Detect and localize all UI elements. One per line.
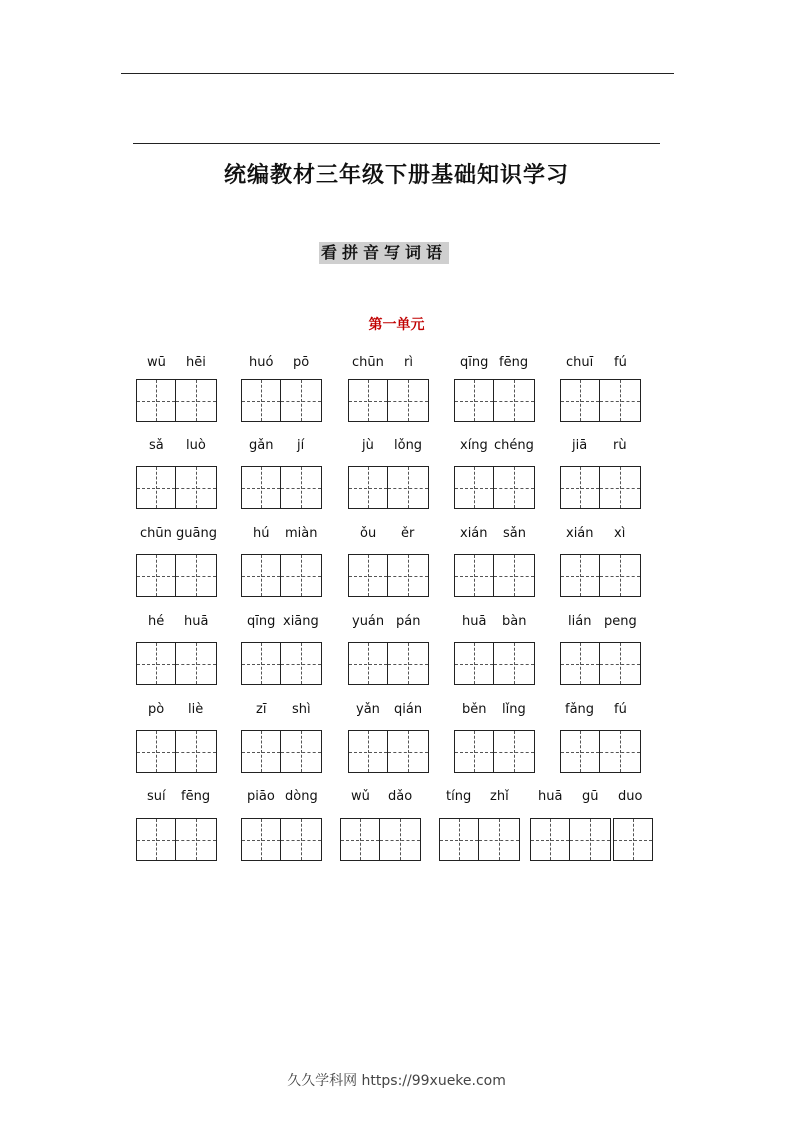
writing-box[interactable] (600, 642, 641, 685)
writing-box[interactable] (241, 379, 281, 422)
pinyin-syllable: fēng (181, 789, 211, 804)
writing-box[interactable] (613, 818, 653, 861)
writing-box[interactable] (454, 554, 494, 597)
writing-box[interactable] (241, 466, 281, 509)
pinyin-syllable: xì (614, 526, 626, 541)
writing-box[interactable] (570, 818, 611, 861)
pinyin-syllable: xíng (460, 438, 488, 453)
writing-box[interactable] (136, 730, 176, 773)
section-heading: 看拼音写词语 (321, 243, 448, 262)
writing-box[interactable] (454, 466, 494, 509)
writing-box[interactable] (479, 818, 520, 861)
pinyin-syllable: peng (604, 614, 637, 629)
pinyin-syllable: huā (184, 614, 209, 629)
writing-box[interactable] (136, 818, 176, 861)
pinyin-syllable: hé (148, 614, 165, 629)
pinyin-syllable: dǎo (388, 789, 413, 804)
writing-box[interactable] (348, 642, 388, 685)
pinyin-syllable: chuī (566, 355, 594, 370)
writing-box[interactable] (560, 642, 600, 685)
writing-box[interactable] (348, 379, 388, 422)
footer-watermark: 久久学科网 https://99xueke.com (287, 1073, 506, 1089)
header-rule-second (133, 143, 660, 144)
writing-box[interactable] (348, 466, 388, 509)
pinyin-syllable: jí (297, 438, 305, 453)
writing-box[interactable] (439, 818, 479, 861)
writing-box[interactable] (348, 554, 388, 597)
writing-box[interactable] (348, 730, 388, 773)
pinyin-syllable: piāo (247, 789, 275, 804)
header-rule-top (121, 73, 674, 74)
writing-box[interactable] (281, 466, 322, 509)
writing-box[interactable] (340, 818, 380, 861)
writing-box[interactable] (388, 379, 429, 422)
writing-box[interactable] (136, 554, 176, 597)
writing-box[interactable] (176, 466, 217, 509)
writing-box[interactable] (176, 554, 217, 597)
pinyin-syllable: jiā (572, 438, 588, 453)
pinyin-syllable: xián (460, 526, 488, 541)
writing-box[interactable] (281, 730, 322, 773)
pinyin-syllable: xiāng (283, 614, 319, 629)
pinyin-syllable: fēng (499, 355, 529, 370)
writing-box[interactable] (241, 730, 281, 773)
pinyin-syllable: duo (618, 789, 643, 804)
pinyin-syllable: zhǐ (490, 789, 509, 804)
writing-box[interactable] (176, 379, 217, 422)
writing-box[interactable] (388, 642, 429, 685)
pinyin-syllable: wū (147, 355, 166, 370)
writing-box[interactable] (176, 642, 217, 685)
writing-box[interactable] (176, 730, 217, 773)
pinyin-syllable: huā (538, 789, 563, 804)
writing-box[interactable] (281, 642, 322, 685)
pinyin-syllable: zī (256, 702, 267, 717)
writing-box[interactable] (388, 554, 429, 597)
pinyin-syllable: miàn (285, 526, 318, 541)
writing-box[interactable] (454, 379, 494, 422)
writing-box[interactable] (281, 818, 322, 861)
writing-box[interactable] (494, 466, 535, 509)
writing-box[interactable] (560, 730, 600, 773)
pinyin-syllable: liè (188, 702, 204, 717)
pinyin-syllable: sǎn (503, 526, 526, 541)
pinyin-syllable: huā (462, 614, 487, 629)
pinyin-syllable: qián (394, 702, 423, 717)
pinyin-syllable: rì (404, 355, 413, 370)
writing-box[interactable] (136, 466, 176, 509)
pinyin-syllable: bàn (502, 614, 527, 629)
pinyin-syllable: pō (293, 355, 310, 370)
pinyin-syllable: yuán (352, 614, 385, 629)
pinyin-syllable: sǎ (149, 438, 164, 453)
writing-box[interactable] (560, 554, 600, 597)
writing-box[interactable] (241, 818, 281, 861)
pinyin-syllable: rù (613, 438, 627, 453)
pinyin-syllable: ǒu (360, 526, 377, 541)
pinyin-syllable: jù (362, 438, 374, 453)
writing-box[interactable] (388, 466, 429, 509)
unit-title: 第一单元 (368, 317, 425, 333)
writing-box[interactable] (560, 466, 600, 509)
pinyin-syllable: běn (462, 702, 487, 717)
pinyin-syllable: yǎn (356, 702, 380, 717)
pinyin-syllable: qīng (460, 355, 489, 370)
writing-box[interactable] (241, 554, 281, 597)
pinyin-syllable: hú (253, 526, 270, 541)
pinyin-syllable: lǒng (394, 438, 423, 453)
writing-box[interactable] (494, 554, 535, 597)
pinyin-syllable: ěr (401, 526, 415, 541)
pinyin-syllable: chūn (140, 526, 172, 541)
writing-box[interactable] (136, 379, 176, 422)
writing-box[interactable] (454, 730, 494, 773)
writing-box[interactable] (176, 818, 217, 861)
pinyin-syllable: xián (566, 526, 594, 541)
pinyin-syllable: fú (614, 355, 627, 370)
pinyin-syllable: pò (148, 702, 165, 717)
writing-box[interactable] (560, 379, 600, 422)
pinyin-syllable: tíng (446, 789, 472, 804)
writing-box[interactable] (281, 379, 322, 422)
writing-box[interactable] (494, 642, 535, 685)
pinyin-syllable: dòng (285, 789, 318, 804)
writing-box[interactable] (600, 554, 641, 597)
writing-box[interactable] (454, 642, 494, 685)
pinyin-syllable: suí (147, 789, 166, 804)
pinyin-syllable: gū (582, 789, 599, 804)
pinyin-syllable: fú (614, 702, 627, 717)
pinyin-syllable: luò (186, 438, 206, 453)
writing-box[interactable] (600, 379, 641, 422)
pinyin-syllable: shì (292, 702, 311, 717)
pinyin-syllable: hēi (186, 355, 206, 370)
writing-box[interactable] (241, 642, 281, 685)
writing-box[interactable] (600, 466, 641, 509)
pinyin-syllable: huó (249, 355, 274, 370)
pinyin-syllable: lián (568, 614, 592, 629)
pinyin-syllable: qīng (247, 614, 276, 629)
pinyin-syllable: chéng (494, 438, 534, 453)
pinyin-syllable: fǎng (565, 702, 595, 717)
writing-box[interactable] (530, 818, 570, 861)
writing-box[interactable] (600, 730, 641, 773)
writing-box[interactable] (494, 379, 535, 422)
pinyin-syllable: lǐng (502, 702, 526, 717)
document-title: 统编教材三年级下册基础知识学习 (223, 162, 569, 188)
pinyin-syllable: gǎn (249, 438, 274, 453)
pinyin-syllable: chūn (352, 355, 384, 370)
writing-box[interactable] (494, 730, 535, 773)
writing-box[interactable] (380, 818, 421, 861)
pinyin-syllable: guāng (176, 526, 217, 541)
pinyin-syllable: wǔ (351, 789, 370, 804)
writing-box[interactable] (136, 642, 176, 685)
writing-box[interactable] (388, 730, 429, 773)
pinyin-syllable: pán (396, 614, 421, 629)
writing-box[interactable] (281, 554, 322, 597)
